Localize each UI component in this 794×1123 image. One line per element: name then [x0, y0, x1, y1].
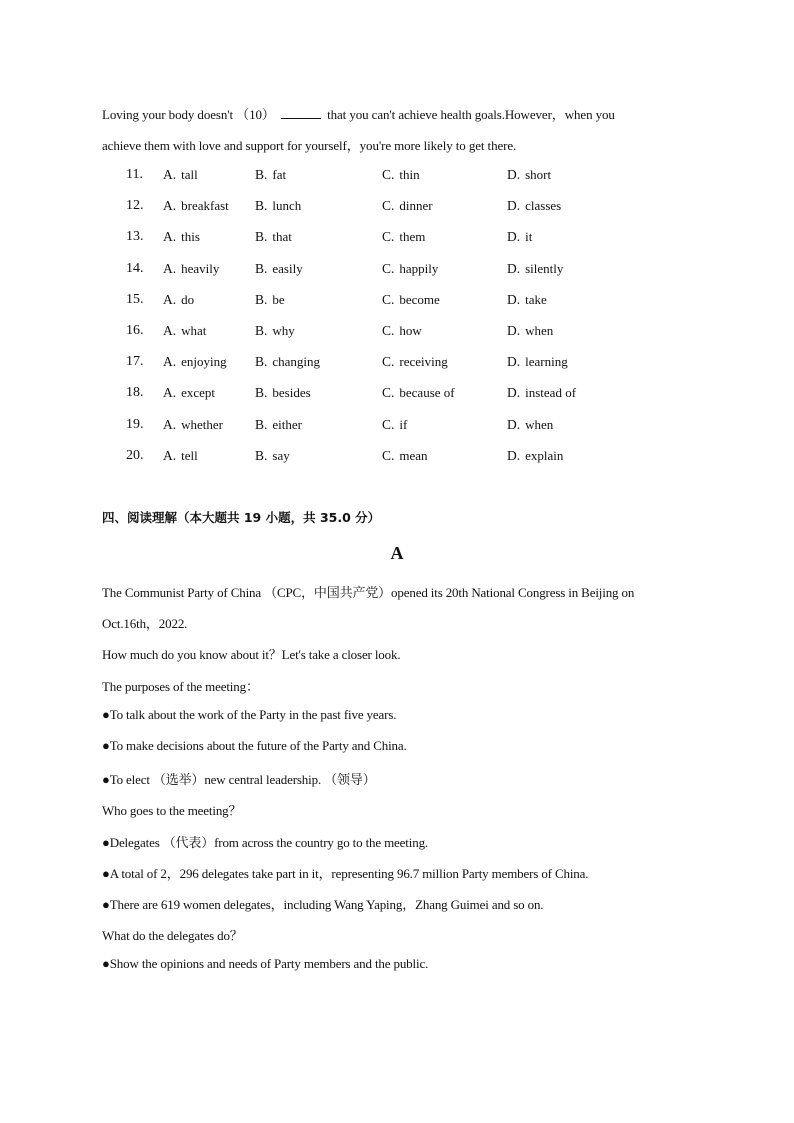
option-c	[382, 416, 407, 434]
option-letter: A.	[163, 260, 177, 276]
passage-line: The purposes of the meeting：	[102, 678, 259, 694]
passage-line: How much do you know about it？Let's take a closer look.	[102, 647, 401, 663]
option-letter: B.	[255, 322, 268, 338]
option-text: why	[272, 322, 295, 338]
option-letter: D.	[507, 198, 521, 214]
question-row	[0, 416, 794, 447]
passage-line: Oct.16th，2022.	[102, 616, 188, 632]
option-text: lunch	[272, 198, 302, 214]
section-heading: 四、阅读理解（本大题共 19 小题，共 35.0 分）	[102, 510, 381, 525]
option-c	[382, 260, 438, 278]
option-b	[255, 447, 290, 465]
option-text: do	[181, 291, 195, 307]
option-text: this	[181, 229, 200, 245]
option-text: receiving	[399, 354, 448, 370]
option-letter: C.	[382, 385, 395, 401]
option-letter: D.	[507, 447, 521, 463]
passage-line: Who goes to the meeting？	[102, 803, 242, 819]
option-c	[382, 228, 425, 246]
option-text: what	[181, 322, 207, 338]
option-d	[507, 416, 553, 434]
passage-title: A	[390, 543, 404, 563]
option-text: either	[272, 416, 302, 432]
passage-line: ●To make decisions about the future of the Party and China.	[102, 738, 407, 753]
passage-line: ●Delegates （代表）from across the country go to the meeting.	[102, 834, 429, 850]
option-text: learning	[525, 354, 568, 370]
option-a	[163, 353, 227, 371]
option-b	[255, 291, 285, 309]
option-a	[163, 384, 215, 402]
question-row	[0, 260, 794, 291]
option-text: be	[272, 291, 285, 307]
option-letter: C.	[382, 229, 395, 245]
option-d	[507, 260, 563, 278]
option-letter: B.	[255, 291, 268, 307]
option-d	[507, 291, 547, 309]
option-letter: B.	[255, 447, 268, 463]
passage-line: The Communist Party of China （CPC，中国共产党）opened its 20th National Congress in Beijing on	[102, 585, 635, 600]
option-letter: B.	[255, 167, 268, 182]
question-row	[0, 291, 794, 322]
question-number: 20.	[126, 447, 144, 463]
option-text: silently	[525, 260, 564, 276]
question-number: 14.	[126, 260, 144, 276]
option-letter: D.	[507, 354, 521, 370]
option-text: dinner	[399, 198, 433, 214]
option-a	[163, 197, 229, 215]
passage-line: ●There are 619 women delegates，including Wang Yaping，Zhang Guimei and so on.	[102, 897, 544, 912]
option-letter: A.	[163, 291, 177, 307]
option-a	[163, 416, 223, 434]
question-number: 11.	[126, 167, 143, 182]
option-letter: A.	[163, 198, 177, 214]
option-text: breakfast	[181, 198, 229, 214]
option-letter: D.	[507, 385, 521, 401]
option-c	[382, 197, 433, 215]
option-text: thin	[399, 167, 420, 182]
option-b	[255, 322, 295, 340]
option-text: short	[525, 167, 552, 182]
option-text: it	[525, 229, 533, 245]
passage-line: ●Show the opinions and needs of Party members and the public.	[102, 956, 429, 972]
option-letter: D.	[507, 229, 521, 245]
option-c	[382, 447, 428, 465]
option-text: instead of	[525, 385, 577, 401]
passage-line: ●To elect （选举）new central leadership. （领导）	[102, 772, 376, 788]
option-text: explain	[525, 447, 564, 463]
option-letter: C.	[382, 291, 395, 307]
question-number: 12.	[126, 198, 144, 214]
option-letter: D.	[507, 260, 521, 276]
option-text: except	[181, 385, 216, 401]
cloze-paragraph-line-2: achieve them with love and support for yourself，you're more likely to get there.	[102, 138, 517, 153]
option-text: whether	[181, 416, 223, 432]
option-c	[382, 322, 422, 340]
option-text: classes	[525, 198, 562, 214]
question-row	[0, 322, 794, 353]
option-d	[507, 166, 551, 184]
question-number: 17.	[126, 354, 144, 370]
question-row	[0, 197, 794, 228]
option-text: enjoying	[181, 354, 227, 370]
option-letter: A.	[163, 447, 177, 463]
question-number: 13.	[126, 229, 144, 245]
cloze-text-before-blank: Loving your body doesn't （10）	[102, 107, 275, 122]
option-a	[163, 291, 194, 309]
option-letter: B.	[255, 198, 268, 214]
option-letter: C.	[382, 167, 395, 182]
option-c	[382, 353, 448, 371]
option-letter: C.	[382, 260, 395, 276]
option-text: mean	[399, 447, 428, 463]
option-text: easily	[272, 260, 303, 276]
option-a	[163, 166, 198, 184]
option-letter: C.	[382, 354, 395, 370]
option-text: heavily	[181, 260, 220, 276]
option-letter: C.	[382, 416, 395, 432]
question-number: 16.	[126, 322, 144, 338]
option-letter: D.	[507, 291, 521, 307]
option-letter: B.	[255, 354, 268, 370]
option-text: tell	[181, 447, 198, 463]
option-letter: A.	[163, 322, 177, 338]
option-text: changing	[272, 354, 321, 370]
option-b	[255, 416, 302, 434]
option-letter: A.	[163, 385, 177, 401]
question-number: 19.	[126, 416, 144, 432]
option-letter: D.	[507, 416, 521, 432]
option-c	[382, 166, 420, 184]
option-b	[255, 260, 303, 278]
option-letter: B.	[255, 416, 268, 432]
option-letter: A.	[163, 416, 177, 432]
question-row	[0, 447, 794, 478]
option-letter: A.	[163, 229, 177, 245]
option-text: tall	[181, 167, 198, 182]
option-a	[163, 322, 206, 340]
option-letter: B.	[255, 229, 268, 245]
option-letter: A.	[163, 354, 177, 370]
option-letter: D.	[507, 322, 521, 338]
option-d	[507, 197, 561, 215]
option-text: if	[399, 416, 408, 432]
question-row	[0, 384, 794, 415]
option-a	[163, 447, 198, 465]
option-text: because of	[399, 385, 455, 401]
option-text: besides	[272, 385, 311, 401]
option-b	[255, 166, 286, 184]
question-number: 15.	[126, 291, 144, 307]
option-text: how	[399, 322, 422, 338]
option-a	[163, 228, 200, 246]
cloze-text-after-blank: that you can't achieve health goals.However，when you	[327, 107, 615, 122]
option-c	[382, 384, 455, 402]
passage-line: ●A total of 2，296 delegates take part in it，representing 96.7 million Party members of China.	[102, 865, 589, 881]
option-text: take	[525, 291, 547, 307]
option-d	[507, 228, 532, 246]
option-c	[382, 291, 440, 309]
option-b	[255, 197, 301, 215]
option-a	[163, 260, 219, 278]
option-letter: A.	[163, 167, 177, 182]
option-text: them	[399, 229, 426, 245]
option-b	[255, 353, 320, 371]
passage-line: ●To talk about the work of the Party in the past five years.	[102, 706, 397, 722]
options-list	[0, 166, 794, 478]
option-letter: C.	[382, 322, 395, 338]
option-letter: D.	[507, 167, 521, 182]
option-text: that	[272, 229, 292, 245]
option-letter: C.	[382, 198, 395, 214]
question-number: 18.	[126, 385, 144, 401]
question-row	[0, 166, 794, 197]
option-b	[255, 228, 292, 246]
option-d	[507, 447, 563, 465]
question-row	[0, 228, 794, 259]
answer-blank-10	[281, 108, 321, 119]
option-d	[507, 384, 576, 402]
option-text: when	[525, 416, 554, 432]
option-letter: C.	[382, 447, 395, 463]
option-b	[255, 384, 311, 402]
option-text: become	[399, 291, 440, 307]
option-text: say	[272, 447, 290, 463]
option-d	[507, 322, 553, 340]
option-letter: B.	[255, 260, 268, 276]
question-row	[0, 353, 794, 384]
cloze-paragraph-line-1	[102, 104, 615, 123]
option-text: when	[525, 322, 554, 338]
passage-line: What do the delegates do？	[102, 928, 243, 944]
option-text: happily	[399, 260, 439, 276]
option-text: fat	[272, 167, 287, 182]
option-d	[507, 353, 568, 371]
option-letter: B.	[255, 385, 268, 401]
